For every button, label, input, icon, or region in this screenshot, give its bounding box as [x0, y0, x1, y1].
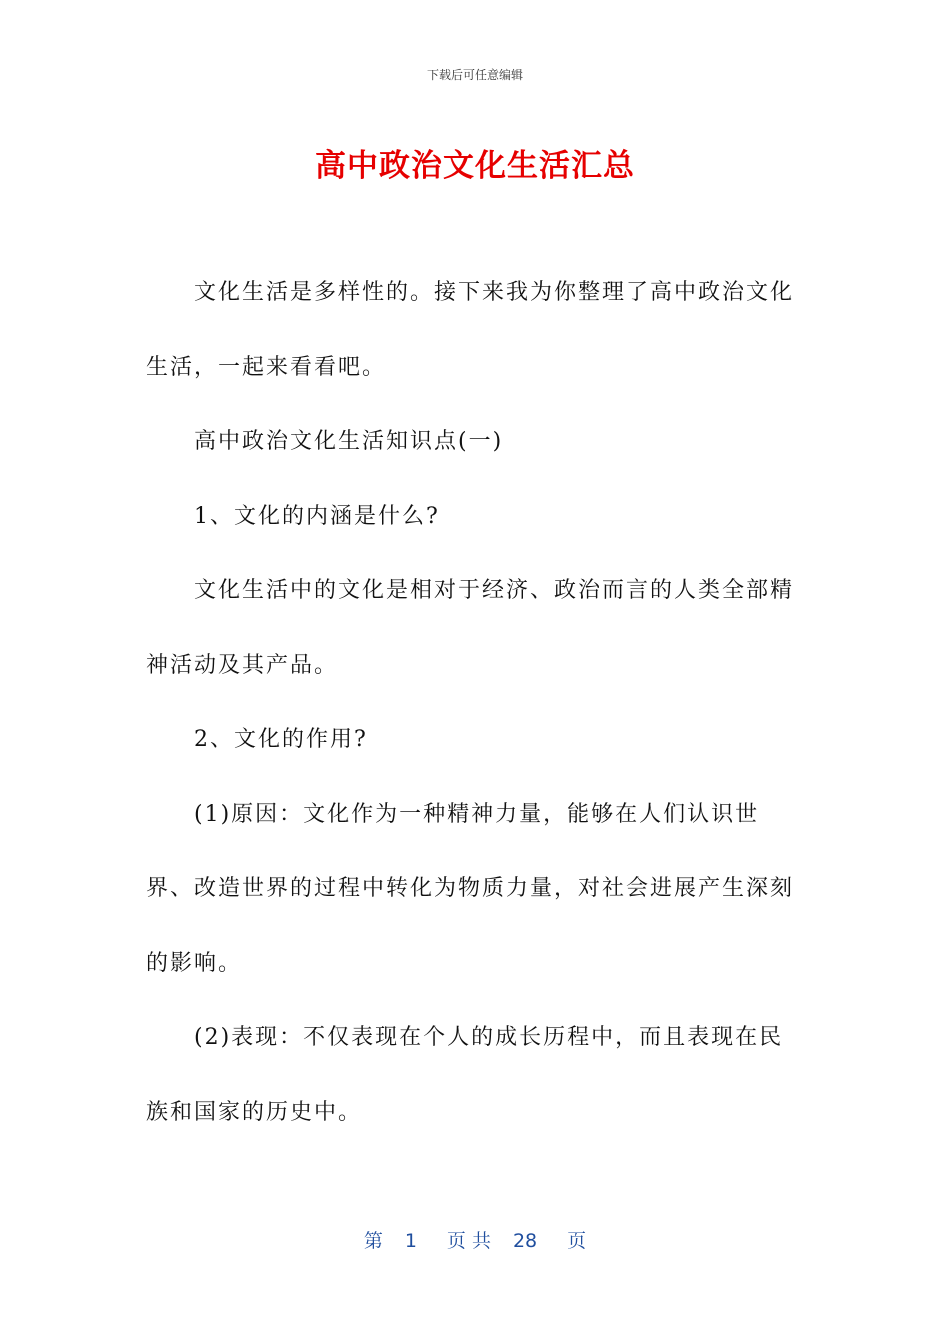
footer-middle: 页 共 [446, 1230, 491, 1252]
footer-prefix: 第 [363, 1230, 383, 1252]
page-footer [0, 1226, 950, 1253]
footer-current-page: 1 [404, 1230, 417, 1252]
footer-suffix: 页 [567, 1230, 587, 1252]
header-note: 下载后可任意编辑 [426, 68, 523, 82]
document-title: 高中政治文化生活汇总 [315, 148, 635, 184]
question-1: 1、文化的内涵是什么? [194, 503, 440, 529]
answer-1: 文化生活中的文化是相对于经济、政治而言的人类全部精神活动及其产品。 [146, 578, 795, 678]
footer-total-pages: 28 [512, 1230, 538, 1252]
question-2: 2、文化的作用? [194, 727, 368, 752]
document-body [146, 256, 806, 1150]
section-heading: 高中政治文化生活知识点(一) [194, 429, 504, 454]
answer-2-expression: (2)表现：不仅表现在个人的成长历程中，而且表现在民族和国家的历史中。 [146, 1025, 784, 1125]
paragraph-intro: 文化生活是多样性的。接下来我为你整理了高中政治文化生活，一起来看看吧。 [146, 280, 795, 380]
answer-2-reason: (1)原因：文化作为一种精神力量，能够在人们认识世界、改造世界的过程中转化为物质力量，对社会进展产生深刻的影响。 [146, 801, 795, 976]
